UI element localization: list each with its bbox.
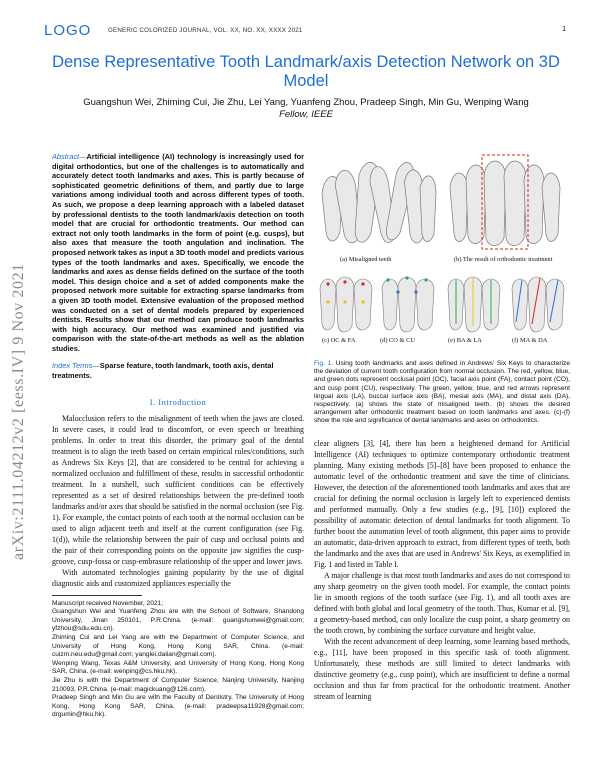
right-body-text [314,438,570,702]
figure-1b-caption: (b) The result of orthodontic treatment [454,256,553,263]
figure-1-caption [314,360,570,426]
authors-names: Guangshun Wei, Zhiming Cui, Jie Zhu, Lei Yang, Yuanfeng Zhou, Pradeep Singh, Min Gu, Wenping Wang [83,97,529,108]
intro-paragraph-1: Malocclusion refers to the misalignment of teeth when the jaws are closed. In severe cases, it could lead to discomfort, or even speech or breathing problems. In order to treat this disorder, the primary goal of the dental treatment is to align the teeth based on certain empirical rules/conditions, such as Andrews Six Keys [2], that are considered to be central for achieving a normalized occlusion and fulfillment of these, results in successful orthodontic treatment. In a nutshell, such sufficient conditions can be effectively represented as a set of desired relationships between the pre-defined tooth landmarks and/or axes that should be satisfied in the normal occlusion (see Fig. 1). For example, the contact points of each tooth at the normal occlusion can be used to align adjacent teeth and itself at the current configuration (see Fig. 1(d)), while the relationship between the pair of cusp and occlusal points and the pair of their corresponding points on the opposite jaw signifies the cusp-groove, cusp-fossa or cusp-embrasure relationship of the upper and lower jaws. [52,413,304,566]
figure-1f-caption: (f) MA & DA [512,337,548,344]
index-terms [52,361,304,380]
figure-1c-caption: (c) OC & FA [322,337,356,344]
figure-1a-caption: (a) Misaligned teeth [340,256,392,263]
figure-1 [314,154,570,354]
index-terms-text: Sparse feature, tooth landmark, tooth axis, dental treatments. [52,361,274,381]
body-paragraph-3: With the recent advancement of deep learning, some learning based methods, e.g., [11], have been proposed in this specific task of tooth alignment. Unfortunately, these methods are still limited to detect landmarks with distinctive geometry (e.g., cusp point), which are insufficient to define a normal occlusion and thus far from practical for the orthodontic treatment. Another stream of learning [314,636,570,701]
footnote-item: Guangshun Wei and Yuanfeng Zhou are with the School of Software, Shandong University, Jinan 250101, P.R.China. (e-mail: guangshunwei@gmail.com; yfzhou@sdu.edu.cn). [52,608,304,633]
figure-1-caption-text: Using tooth landmarks and axes defined in Andrews' Six Keys to characterize the deviation of current tooth configuration from normal occlusion. The red, yellow, blue, and green dots represent occlusal point (OC), facial axis point (FA), contact point (CO), and cusp point (CU), respectively. The green, yellow, blue, and red arrows represent lingual axis (LA), buccal surface axis (BA), mesial axis (MA), and distal axis (DA), respectively. (a) shows the state of misaligned teeth. (b) shows the desired arrangement after orthodontic treatment based on tooth landmarks and axes. (c)-(f) show the role and significance of dental landmarks and axes on orthodontics. [314,360,570,425]
figure-1e-image [446,274,502,334]
abstract-label: Abstract— [52,152,87,161]
left-column [52,152,304,720]
figure-1-label: Fig. 1. [314,360,334,367]
authors-fellow: Fellow, IEEE [279,109,333,120]
abstract-text: Artificial intelligence (AI) technology is increasingly used for digital orthodontics, but one of the challenges is to automatically and accurately detect tooth landmarks and axes. This is partly because of sophisticated geometric definitions of them, and partly due to large variations among individual tooth and across different types of tooth. As such, we propose a deep learning approach with a labeled dataset by professional dentists to the tooth landmark/axis detection on tooth model that are crucial for orthodontic treatments. Our method can extract not only tooth landmarks in the form of point (e.g. cusps), but also axes that measure the tooth angulation and inclination. The proposed network takes as input a 3D tooth model and predicts various types of the tooth landmarks and axes. Specifically, we encode the landmarks and axes as dense fields defined on the surface of the tooth model. This design choice and a set of added components make the proposed network more suitable for extracting sparse landmarks from a given 3D tooth model. Extensive evaluation of the proposed method was conducted on a set of dental models prepared by experienced dentists. Results show that our method can produce tooth landmarks with high accuracy. Our method was examined and justified via comparison with the state-of-the-art methods as well as the ablation studies. [52,152,304,353]
author-list [52,97,560,121]
footnote-item: Jie Zhu is with the Department of Computer Science, Nanjing University, Nanjing 210093, P.R.China. (e-mail: magickuang@126.com). [52,677,304,693]
index-terms-label: Index Terms— [52,361,100,371]
footnote-item: Manuscript received November, 2021; [52,599,164,607]
intro-paragraph-2: With automated technologies gaining popularity by the use of digital diagnostic aids and customized appliances especially the [52,567,304,588]
figure-1c-image [318,274,374,334]
footnote-item: Wenping Wang, Texas A&M University, and University of Hong Kong, Hong Kong SAR, China. (e-mail: wenping@cs.hku.hk). [52,659,304,676]
footnotes [52,600,304,720]
journal-name: GENERIC COLORIZED JOURNAL, VOL. XX, NO. XX, XXXX 2021 [108,27,303,34]
page-header [44,22,566,46]
right-column [314,154,570,702]
figure-1d-image [380,274,436,334]
figure-1d-caption: (d) CO & CU [380,337,415,344]
journal-logo: LOGO [44,22,92,39]
figure-1a-image [318,154,438,252]
arxiv-identifier[interactable]: arXiv:2111.04212v2 [eess.IV] 9 Nov 2021 [10,263,27,560]
paper-title: Dense Representative Tooth Landmark/axis Detection Network on 3D Model [52,53,560,90]
section-heading-introduction: I. Introduction [149,396,207,407]
figure-1f-image [510,274,566,334]
page-number: 1 [562,26,566,33]
footnote-item: Zhiming Cui and Lei Yang are with the Department of Computer Science, and University of Hong Kong, Hong Kong SAR, China. (e-mail: cuizm.neu.edu@gmail.com; yanglei.dalian@gmail.com). [52,634,304,659]
figure-1e-caption: (e) BA & LA [448,337,482,344]
body-paragraph-1: clear aligners [3], [4], there has been a heightened demand for Artificial Intelligence (AI) techniques to optimize contemporary orthodontic treatment planning. Many existing methods [5]–[8] have been proposed to enhance the automatic level of the orthodontic treatment and save the time of clinicians. However, the detection of the aforementioned tooth landmarks and axes that are crucial for defining the normal occlusion is largely left to experienced dentists and performed manually. Only a few studies (e.g., [9], [10]) explored the possibility of automatic detection of dental landmarks for tooth alignment. To further boost the automation level of tooth alignment, this paper aims to provide an automatic, data-driven approach to extract, from different types of teeth, both the landmarks and the axes that are used in Andrews' Six Keys, as exemplified in Fig. 1 and listed in Table I. [314,438,570,569]
abstract [52,152,304,353]
figure-1b-image [446,154,566,252]
footnote-item: Pradeep Singh and Min Gu are with the Faculty of Dentistry, The University of Hong Kong, Hong Kong SAR, China. (e-mail: pradeepsa11928@gmail.com; drgumin@hku.hk). [52,694,304,719]
footnote-rule [52,595,142,596]
body-paragraph-2: A major challenge is that most tooth landmarks and axes do not correspond to any sharp geometry on the given tooth model. For example, the contact points lie in smooth regions of the tooth surface (see Fig. 1), and all tooth axes are defined with both global and local geometry of the tooth. Thus, Kumar et al. [9], a geometry-based method, can only localize the cusp point, a sharp geometry on the tooth crown, by combining the surface curvature and height value. [314,570,570,635]
